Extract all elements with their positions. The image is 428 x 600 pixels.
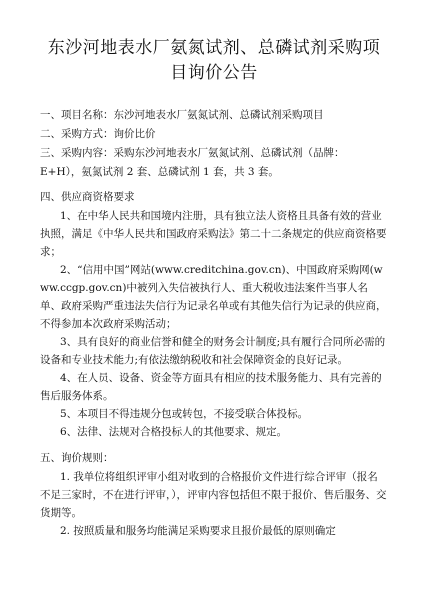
project-name-line: 一、项目名称：东沙河地表水厂氨氮试剂、总磷试剂采购项目 (40, 109, 324, 121)
procurement-content-line-2: E+H），氨氮试剂 2 套、总磷试剂 1 套，共 3 套。 (40, 166, 279, 178)
page-title: 东沙河地表水厂氨氮试剂、总磷试剂采购项目询价公告 (47, 38, 381, 83)
spacer (40, 441, 388, 449)
inquiry-rule-item: 1. 我单位将组织评审小组对收到的合格报价文件进行综合评审（报名不足三家时，不在进行评审，），评审内容包括但不限于报价、售后服务、交货期等。 (40, 471, 387, 519)
procurement-content-line-1: 三、采购内容：采购东沙河地表水厂氨氮试剂、总磷试剂（品牌： (40, 147, 345, 159)
supplier-requirement-item: 1、在中华人民共和国境内注册，具有独立法人资格且具备有效的营业执照，满足《中华人民共和国政府采购法》第二十二条规定的供应商资格要求； (40, 210, 387, 258)
supplier-requirement-item: 4、在人员、设备、资金等方面具有相应的技术服务能力、具有完善的售后服务体系。 (40, 372, 382, 402)
supplier-requirement-item: 3、具有良好的商业信誉和健全的财务会计制度;具有履行合同所必需的设备和专业技术能力;有依法缴纳税收和社会保障资金的良好记录。 (40, 336, 386, 366)
supplier-requirements-heading: 四、供应商资格要求 (40, 191, 135, 203)
procurement-method-line: 二、采购方式：询价比价 (40, 128, 156, 140)
supplier-requirement-item: 6、法律、法规对合格投标人的其他要求、规定。 (59, 426, 288, 438)
supplier-requirement-item: 2、“信用中国”网站(www.creditchina.gov.cn)、中国政府采购网(www.ccgp.gov.cn)中被列入失信被执行人、重大税收违法案件当事人名单、政府采购严重违法失信行为记录名单或有其他失信行为记录的供应商，不得参加本次政府采购活动； (40, 264, 387, 330)
supplier-requirement-item: 5、本项目不得违规分包或转包，不接受联合体投标。 (59, 408, 309, 420)
inquiry-rules-heading: 五、询价规则： (40, 452, 114, 464)
inquiry-rule-item: 2. 按照质量和服务均能满足采购要求且报价最低的原则确定 (59, 525, 336, 537)
